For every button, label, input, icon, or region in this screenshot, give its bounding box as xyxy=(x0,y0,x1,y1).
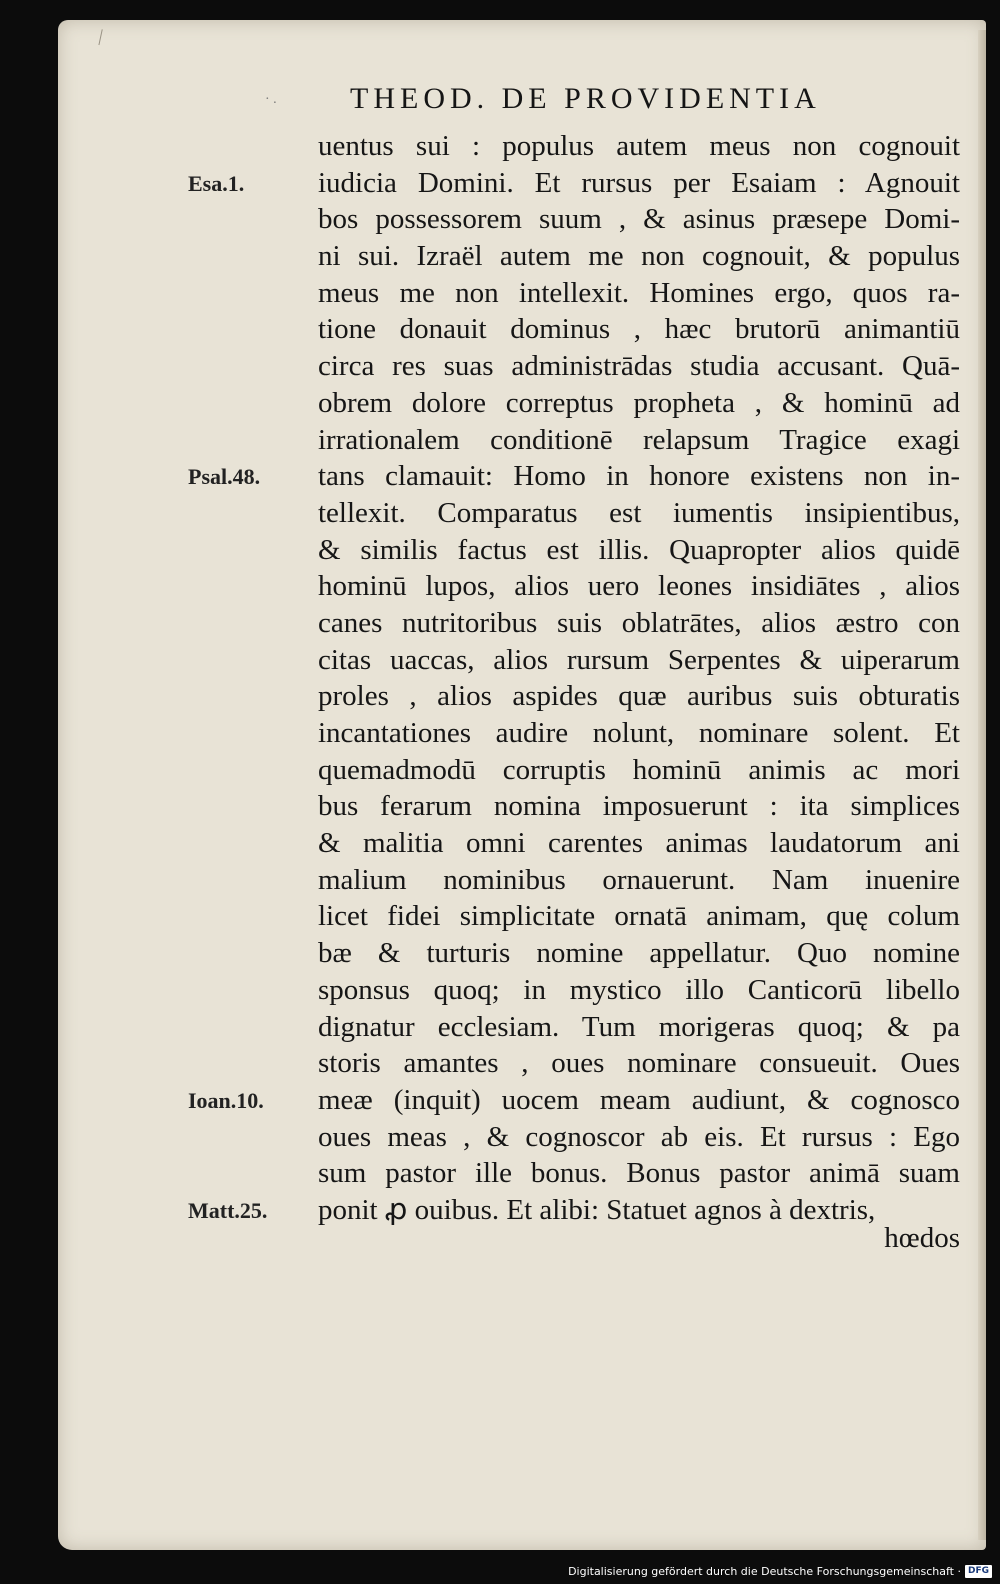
margin-note: Ioan.10. xyxy=(188,1088,264,1114)
text-line: ni sui. Izraël autem me non cognouit, & populus xyxy=(318,240,960,273)
text-line: obrem dolore correptus propheta , & hominū ad xyxy=(318,386,960,419)
text-line: storis amantes , oues nominare consueuit. Oues xyxy=(318,1047,960,1080)
text-line: bus ferarum nomina imposuerunt : ita simplices xyxy=(318,790,960,823)
text-line: meus me non intellexit. Homines ergo, quos ra- xyxy=(318,276,960,309)
text-line: tellexit. Comparatus est iumentis insipientibus, xyxy=(318,496,960,529)
text-line: incantationes audire nolunt, nominare solent. Et xyxy=(318,717,960,749)
text-line: bos possessorem suum , & asinus præsepe Domi- xyxy=(318,203,960,236)
text-line: sponsus quoq; in mystico illo Canticorū libello xyxy=(318,973,960,1006)
body-text xyxy=(318,128,960,1229)
text-line: dignatur ecclesiam. Tum morigeras quoq; & pa xyxy=(318,1010,960,1043)
text-line: bæ & turturis nomine appellatur. Quo nomine xyxy=(318,937,960,970)
text-line: irrationalem conditionē relapsum Tragice exagi xyxy=(318,423,960,456)
text-line: circa res suas administrādas studia accusant. Quā- xyxy=(318,350,960,383)
text-line: & malitia omni carentes animas laudatorum ani xyxy=(318,827,960,860)
running-title: THEOD. DE PROVIDENTIA xyxy=(350,82,821,115)
margin-note: Esa.1. xyxy=(188,170,245,196)
text-line: citas uaccas, alios rursum Serpentes & uiperarum xyxy=(318,643,960,676)
text-line: proles , alios aspides quæ auribus suis obturatis xyxy=(318,680,960,713)
text-line: hominū lupos, alios uero leones insidiātes , alios xyxy=(318,570,960,603)
dfg-logo: DFG xyxy=(965,1565,992,1578)
text-line: malium nominibus ornauerunt. Nam inuenire xyxy=(318,863,960,896)
footer xyxy=(568,1565,992,1578)
text-line: licet fidei simplicitate ornatā animam, quę colum xyxy=(318,900,960,933)
text-line: ponit ꝓ ouibus. Et alibi: Statuet agnos à dextris, xyxy=(318,1193,876,1226)
text-line: canes nutritoribus suis oblatrātes, alios æstro con xyxy=(318,606,960,639)
text-line: tione donauit dominus , hæc brutorū animantiū xyxy=(318,313,960,346)
header-ornament: · . xyxy=(265,92,277,107)
text-line: quemadmodū corruptis hominū animis ac mori xyxy=(318,753,960,786)
text-line: tans clamauit: Homo in honore existens non in- xyxy=(318,460,960,493)
text-line: uentus sui : populus autem meus non cognouit xyxy=(318,130,960,162)
text-line: oues meas , & cognoscor ab eis. Et rursus : Ego xyxy=(318,1120,960,1153)
page-edge xyxy=(978,30,986,1540)
footer-text: Digitalisierung gefördert durch die Deutsche Forschungsgemeinschaft · xyxy=(568,1565,961,1578)
text-line: sum pastor ille bonus. Bonus pastor animā suam xyxy=(318,1157,960,1190)
text-line: meæ (inquit) uocem meam audiunt, & cognosco xyxy=(318,1083,960,1116)
margin-note: Psal.48. xyxy=(188,464,261,490)
catchword: hœdos xyxy=(884,1222,960,1254)
margin-note: Matt.25. xyxy=(188,1198,268,1224)
text-line: iudicia Domini. Et rursus per Esaiam : Agnouit xyxy=(318,166,960,199)
text-line: & similis factus est illis. Quapropter alios quidē xyxy=(318,533,960,566)
